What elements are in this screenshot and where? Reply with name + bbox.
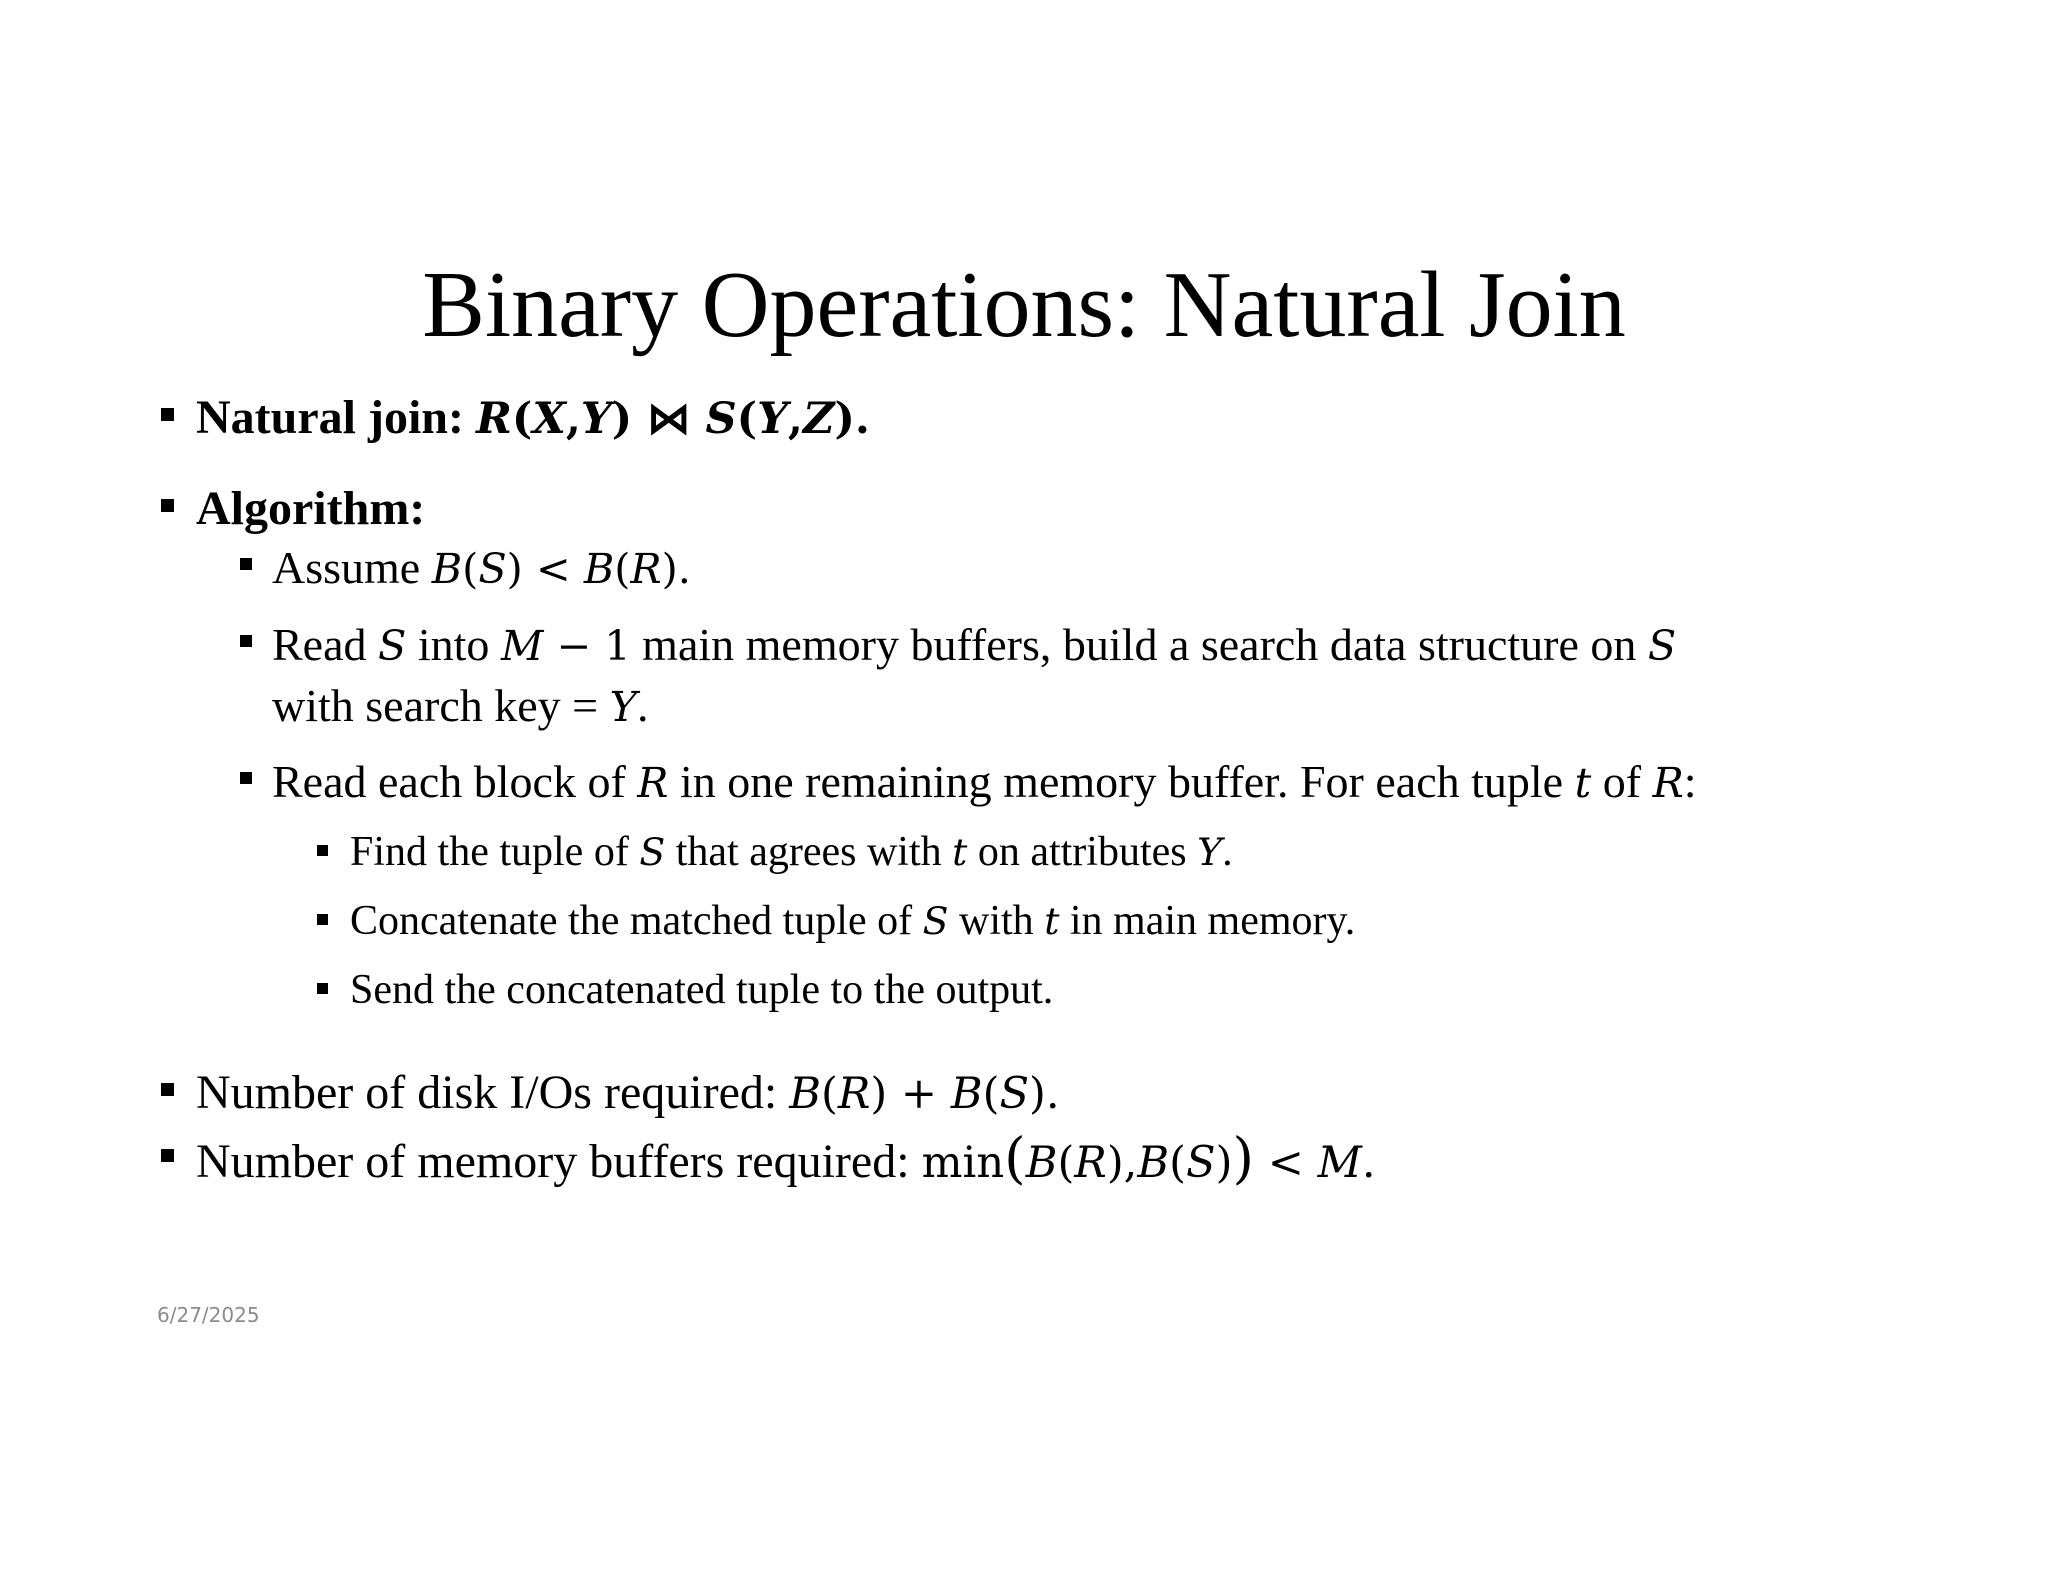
read-r-text: :: [1683, 756, 1697, 807]
formula-comma: ,: [787, 393, 803, 444]
math-s: S: [639, 830, 666, 874]
find-text: that agrees with: [665, 829, 953, 875]
assume-text: Assume: [272, 542, 432, 593]
math-s: S: [378, 622, 407, 670]
math-paren: (: [1169, 1138, 1187, 1188]
read-r-text: of: [1591, 756, 1653, 807]
math-s: S: [1186, 1138, 1216, 1188]
concat-text: with: [948, 898, 1045, 944]
bullet-read-r: [272, 754, 1697, 811]
math-less-than: ) <: [506, 545, 584, 593]
read-s-text: .: [636, 680, 649, 731]
bullet-marker: [317, 983, 328, 994]
natural-join-label: Natural join:: [196, 391, 476, 444]
math-r: R: [637, 759, 669, 807]
math-r: R: [1074, 1138, 1107, 1188]
math-close: ).: [661, 545, 691, 593]
bullet-find: [350, 827, 1233, 877]
slide-date: 6/27/2025: [157, 1303, 260, 1327]
bullet-concatenate: [350, 896, 1355, 946]
math-b: B: [1137, 1138, 1170, 1188]
bullet-marker: [317, 914, 328, 925]
find-text: on attributes: [967, 829, 1198, 875]
bullet-read-s: [272, 617, 1676, 674]
read-s-text: Read: [272, 619, 379, 670]
math-s: S: [1647, 622, 1677, 670]
read-r-text: Read each block of: [272, 756, 638, 807]
read-s-text: main memory buffers, build a search data structure on: [630, 619, 1648, 670]
bullet-marker: [240, 635, 252, 647]
bullet-assume: [272, 540, 691, 597]
math-period: .: [1361, 1138, 1376, 1188]
concat-text: in main memory.: [1059, 898, 1356, 944]
math-b: B: [583, 545, 615, 593]
math-s: S: [922, 899, 949, 943]
concat-text: Concatenate the matched tuple of: [350, 898, 923, 944]
natural-join-formula-r: R: [475, 393, 512, 444]
formula-paren: (: [511, 393, 533, 444]
math-s: S: [478, 545, 507, 593]
formula-var-y: Y: [580, 393, 612, 444]
formula-paren: (: [736, 393, 758, 444]
formula-var-s: S: [705, 393, 737, 444]
bullet-marker: [161, 1149, 174, 1162]
math-minus-one: − 1: [543, 622, 631, 670]
buffers-text: Number of memory buffers required:: [196, 1135, 922, 1188]
formula-comma: ,: [565, 393, 581, 444]
math-close: ).: [1029, 1069, 1060, 1119]
math-t: t: [1044, 899, 1060, 943]
formula-var-x: X: [532, 393, 566, 444]
bullet-marker: [161, 408, 174, 421]
find-text: .: [1222, 829, 1233, 875]
math-paren: (: [614, 545, 631, 593]
math-b: B: [789, 1069, 821, 1119]
bullet-marker: [161, 1083, 174, 1096]
math-paren: ): [1215, 1138, 1233, 1188]
math-min: min: [921, 1138, 1005, 1188]
math-paren: (: [1057, 1138, 1075, 1188]
bullet-memory-buffers: [196, 1127, 1376, 1191]
formula-var-y: Y: [757, 393, 788, 444]
bullet-marker: [240, 558, 252, 570]
bullet-send: Send the concatenated tuple to the output.: [350, 967, 1054, 1013]
math-less-than: <: [1254, 1138, 1318, 1188]
math-y: Y: [609, 683, 637, 731]
math-y: Y: [1197, 830, 1223, 874]
bullet-marker: [161, 499, 174, 512]
math-m: M: [1317, 1138, 1362, 1188]
read-r-text: in one remaining memory buffer. For each tuple: [668, 756, 1575, 807]
math-r: R: [630, 545, 662, 593]
disk-io-text: Number of disk I/Os required:: [196, 1066, 790, 1119]
math-b: B: [950, 1069, 983, 1119]
math-big-paren: (: [1004, 1127, 1026, 1191]
math-r: R: [837, 1069, 871, 1119]
bullet-disk-ios: [196, 1065, 1060, 1122]
read-s-text: with search key =: [272, 680, 610, 731]
formula-close: ).: [834, 393, 870, 444]
bullet-natural-join: [196, 390, 870, 447]
math-t: t: [952, 830, 968, 874]
find-text: Find the tuple of: [350, 829, 640, 875]
bullet-marker: [317, 845, 328, 856]
math-m: M: [500, 622, 544, 670]
formula-var-z: Z: [802, 393, 835, 444]
math-s: S: [999, 1069, 1030, 1119]
math-paren: (: [982, 1069, 1000, 1119]
math-big-paren: ): [1232, 1127, 1254, 1191]
math-b: B: [431, 545, 463, 593]
slide-title: Binary Operations: Natural Join: [422, 253, 1626, 357]
bullet-marker: [240, 772, 252, 784]
formula-join-symbol: ) ⋈: [611, 393, 706, 444]
math-r: R: [1652, 759, 1684, 807]
math-comma: ),: [1106, 1138, 1138, 1188]
math-t: t: [1574, 759, 1592, 807]
math-paren: (: [462, 545, 479, 593]
math-paren: (: [820, 1069, 838, 1119]
bullet-read-s-line2: [272, 678, 648, 735]
bullet-algorithm: Algorithm:: [196, 482, 426, 535]
math-b: B: [1025, 1138, 1058, 1188]
math-plus: ) +: [870, 1069, 951, 1119]
read-s-text: into: [406, 619, 501, 670]
